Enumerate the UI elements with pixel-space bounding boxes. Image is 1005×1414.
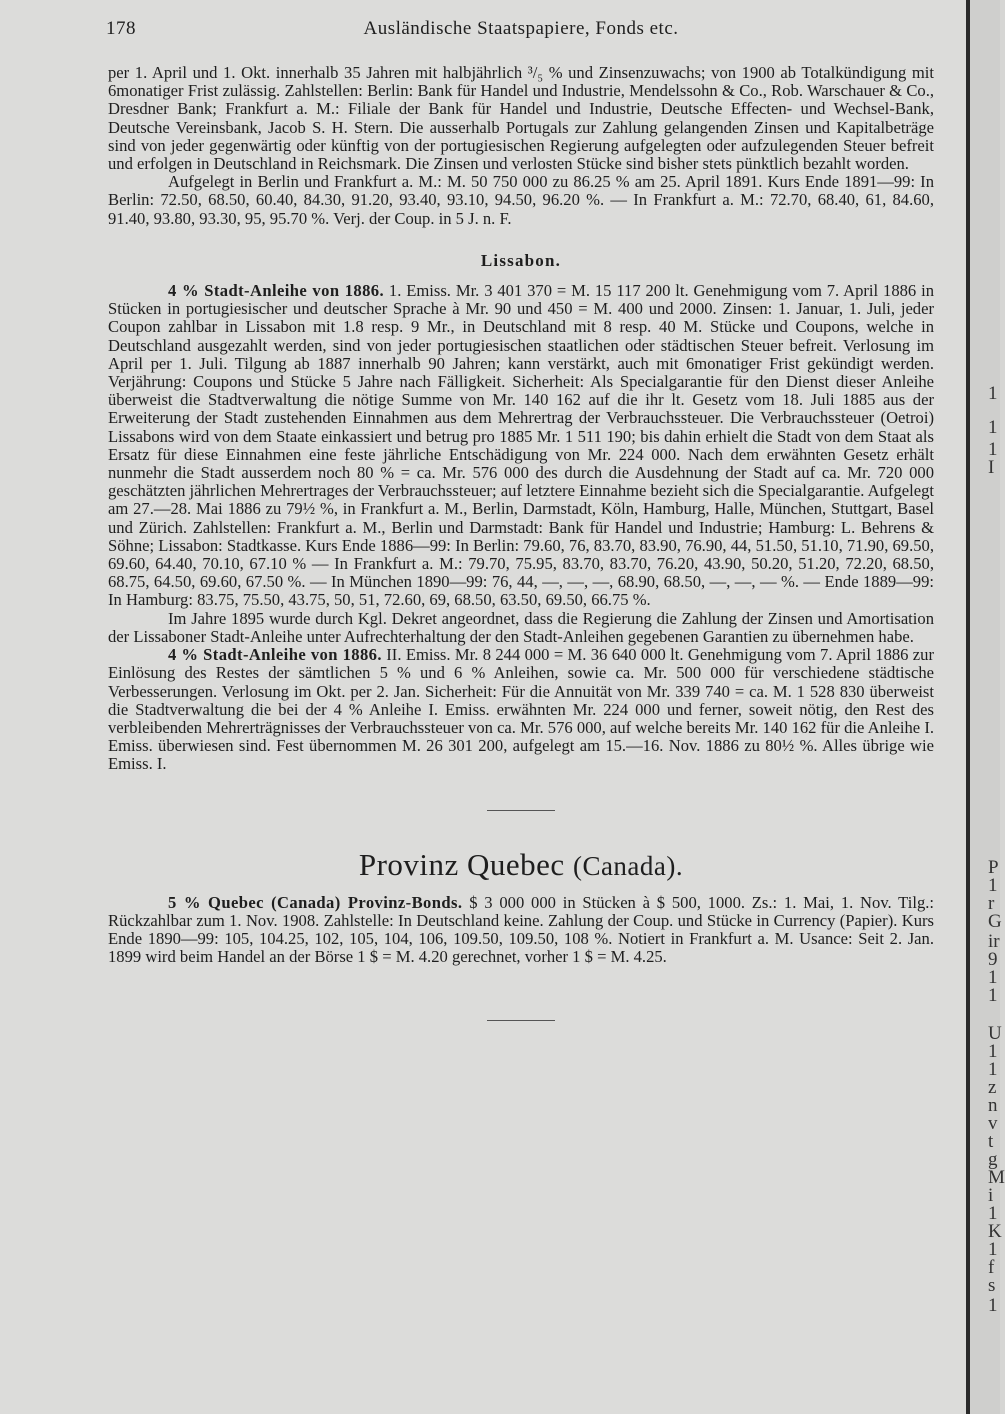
adjacent-fragment: M: [988, 1167, 1005, 1188]
adjacent-fragment: 1: [988, 1239, 998, 1260]
adjacent-fragment: i: [988, 1185, 994, 1206]
lissabon-loan-2-heading: 4 % Stadt-Anleihe von 1886.: [168, 645, 382, 665]
adjacent-fragment: 1: [988, 1041, 998, 1062]
adjacent-fragment: 9: [988, 949, 998, 970]
adjacent-fragment: g: [988, 1149, 998, 1170]
page-number: 178: [106, 18, 136, 39]
adjacent-fragment: 1: [988, 967, 998, 988]
lissabon-loan-1-heading: 4 % Stadt-Anleihe von 1886.: [168, 281, 385, 301]
intro-paragraph: per 1. April und 1. Okt. innerhalb 35 Jahren mit halbjährlich ³/₅ % und Zinsenzuwachs; von 1900 ab Totalkündigung mit 6monatiger Frist zulässig. Zahlstellen: Berlin: Bank für Handel und Industrie, Mendelssohn & Co., Rob. Warschauer & Co., Dresdner Bank; Frankfurt a. M.: Filiale der Bank für Handel und Industrie, Deutsche Effecten- und Wechsel-Bank, Deutsche Vereinsbank, Jacob S. H. Stern. Die ausserhalb Portugals zur Zahlung gelangenden Zinsen und Kapitalbeträge sind von jeder gegenwärtig oder künftig von der portugiesischen Regierung aufgelegten oder aufzulegenden Steuer befreit und erfolgen in Deutschland in Reichsmark. Die Zinsen und verlosten Stücke sind bisher stets pünktlich bezahlt worden.: [108, 63, 934, 174]
adjacent-fragment: K: [988, 1221, 1002, 1242]
adjacent-fragment: f: [988, 1257, 995, 1278]
adjacent-fragment: I: [988, 457, 995, 478]
adjacent-fragment: 1: [988, 439, 998, 460]
adjacent-fragment: v: [988, 1113, 998, 1134]
adjacent-fragment: 1: [988, 1295, 998, 1316]
adjacent-fragment: 1: [988, 417, 998, 438]
lissabon-loan-2-paragraph: [108, 646, 934, 773]
adjacent-fragment: 1: [988, 1059, 998, 1080]
quebec-subtitle: (Canada).: [572, 850, 684, 881]
adjacent-fragment: s: [988, 1275, 996, 1296]
lissabon-loan-1-text: 1. Emiss. Mr. 3 401 370 = M. 15 117 200 lt. Genehmigung vom 7. April 1886 in Stücken in portugiesischer und deutscher Sprache à Mr. 90 und 450 = M. 400 und 2000. Zinsen: 1. Januar, 1. Juli, jeder Coupon zahlbar in Lissabon mit 1.8 resp. 9 Mr., in Deutschland mit 8 resp. 40 M. Stücke und Coupons, welche in Deutschland ausgezahlt werden, sind von jeder portugiesischen staatlichen oder städtischen Steuer befreit. Verlosung im April per 1. Juli. Tilgung ab 1887 innerhalb 90 Jahren; kann verstärkt, auch mit 6monatiger Frist gekündigt werden. Verjährung: Coupons und Stücke 5 Jahre nach Fälligkeit. Sicherheit: Als Specialgarantie für den Dienst dieser Anleihe überweist die Stadtverwaltung die nötige Summe von Mr. 140 162 auf die ihr lt. Gesetz vom 18. Juli 1885 aus der Erweiterung der Stadt zustehenden Einnahmen aus dem Mehrertrag der Verbrauchssteuer. Die Verbrauchssteuer (Oetroi) Lissabons wird von dem Staate einkassiert und betrug pro 1885 Mr. 1 511 190; bis dahin erhielt die Stadt von dem Staat als Ersatz für diese Einnahmen eine feste jährliche Entschädigung von Mr. 224 000. Nach dem erwähnten Gesetz erhält nunmehr die Stadt ausserdem noch 80 % = ca. Mr. 576 000 des durch die Ausdehnung der Stadt auf ca. Mr. 720 000 geschätzten jährlichen Mehrertrages der Verbrauchssteuer; auf letztere Einnahme bezieht sich die Specialgarantie. Aufgelegt am 27.—28. Mai 1886 zu 79½ %, in Frankfurt a. M., Berlin, Darmstadt, Köln, Hamburg, Halle, München, Stuttgart, Basel und Zürich. Zahlstellen: Frankfurt a. M., Berlin und Darmstadt: Bank für Handel und Industrie; Hamburg: L. Behrens & Söhne; Lissabon: Stadtkasse. Kurs Ende 1886—99: In Berlin: 79.60, 76, 83.70, 83.90, 76.90, 44, 51.50, 51.10, 71.90, 69.50, 69.60, 64.40, 70.10, 67.10 % — In Frankfurt a. M.: 79.70, 75.95, 83.70, 83.70, 76.20, 43.90, 50.20, 51.20, 72.20, 68.50, 68.75, 64.50, 69.60, 67.50 %. — In München 1890—99: 76, 44, —, —, —, 68.90, 68.50, —, —, — %. — Ende 1889—99: In Hamburg: 83.75, 75.50, 43.75, 50, 51, 72.60, 69, 68.50, 63.50, 69.50, 66.75 %.: [108, 281, 934, 610]
adjacent-fragment: 1: [988, 1203, 998, 1224]
quebec-bonds-paragraph: [108, 894, 934, 967]
running-title: Ausländische Staatspapiere, Fonds etc.: [363, 18, 679, 39]
section-title-quebec: [108, 847, 934, 884]
section-divider: [487, 810, 555, 811]
lissabon-loan-2-text: II. Emiss. Mr. 8 244 000 = M. 36 640 000 lt. Genehmigung vom 7. April 1886 zur Einlösung des Restes der sämtlichen 5 % und 6 % Anleihen, sowie ca. Mr. 500 000 für verschiedene städtische Verbesserungen. Verlosung im Okt. per 2. Jan. Sicherheit: Für die Annuität von Mr. 339 740 = ca. M. 1 528 830 überweist die Stadtverwaltung die bei der 4 % Anleihe I. Emiss. erwähnten Mr. 224 000 und ferner, soweit nötig, den Rest des verbleibenden Mehrerträgnisses der Verbrauchssteuer von ca. Mr. 576 000, auf welche bereits Mr. 140 162 für die Anleihe I. Emiss. überwiesen sind. Fest übernommen M. 26 301 200, aufgelegt am 15.—16. Nov. 1886 zu 80½ %. Alles übrige wie Emiss. I.: [108, 645, 934, 774]
adjacent-fragment: 1: [988, 985, 998, 1006]
adjacent-fragment: z: [988, 1077, 997, 1098]
adjacent-fragment: 1: [988, 875, 998, 896]
quebec-bonds-text: $ 3 000 000 in Stücken à $ 500, 1000. Zs.: 1. Mai, 1. Nov. Tilg.: Rückzahlbar zum 1. Nov. 1908. Zahlstelle: In Deutschland keine. Zahlung der Coup. und Stücke in Currency (Papier). Kurs Ende 1890—99: 105, 104.25, 102, 105, 104, 106, 109.50, 109.50, 108 %. Notiert in Frankfurt a. M. Usance: Seit 2. Jan. 1899 wird beim Handel an der Börse 1 $ = M. 4.20 gerechnet, vorher 1 $ = M. 4.25.: [108, 892, 934, 967]
adjacent-page-edge: [970, 0, 1005, 1414]
adjacent-fragment: U: [988, 1023, 1002, 1044]
lissabon-decree-paragraph: Im Jahre 1895 wurde durch Kgl. Dekret angeordnet, dass die Regierung die Zahlung der Zinsen und Amortisation der Lissaboner Stadt-Anleihe unter Aufrechterhaltung der den Stadt-Anleihen gegebenen Garantien zu übernehmen habe.: [108, 608, 934, 646]
adjacent-fragment: t: [988, 1131, 994, 1152]
adjacent-fragment: P: [988, 857, 999, 878]
lissabon-loan-1-paragraph: [108, 282, 934, 610]
adjacent-fragment: G: [988, 911, 1002, 932]
adjacent-fragment: n: [988, 1095, 998, 1116]
quebec-bonds-heading: 5 % Quebec (Canada) Provinz-Bonds.: [168, 892, 463, 912]
adjacent-fragment: r: [988, 893, 995, 914]
page-header: [106, 18, 936, 44]
adjacent-fragment: 1: [988, 383, 998, 404]
intro-subscription-paragraph: Aufgelegt in Berlin und Frankfurt a. M.: M. 50 750 000 zu 86.25 % am 25. April 1891. Kurs Ende 1891—99: In Berlin: 72.50, 68.50, 60.40, 84.30, 91.20, 93.40, 93.10, 94.50, 96.20 %. — In Frankfurt a. M.: 72.70, 68.40, 61, 84.60, 91.40, 93.80, 93.30, 95, 95.70 %. Verj. der Coup. in 5 J. n. F.: [108, 172, 934, 228]
adjacent-fragment: ir: [988, 931, 1000, 952]
quebec-title: Provinz Quebec: [358, 846, 565, 882]
end-divider: [487, 1020, 555, 1021]
page-content: [108, 64, 934, 1021]
section-title-lissabon: Lissabon.: [480, 250, 562, 270]
